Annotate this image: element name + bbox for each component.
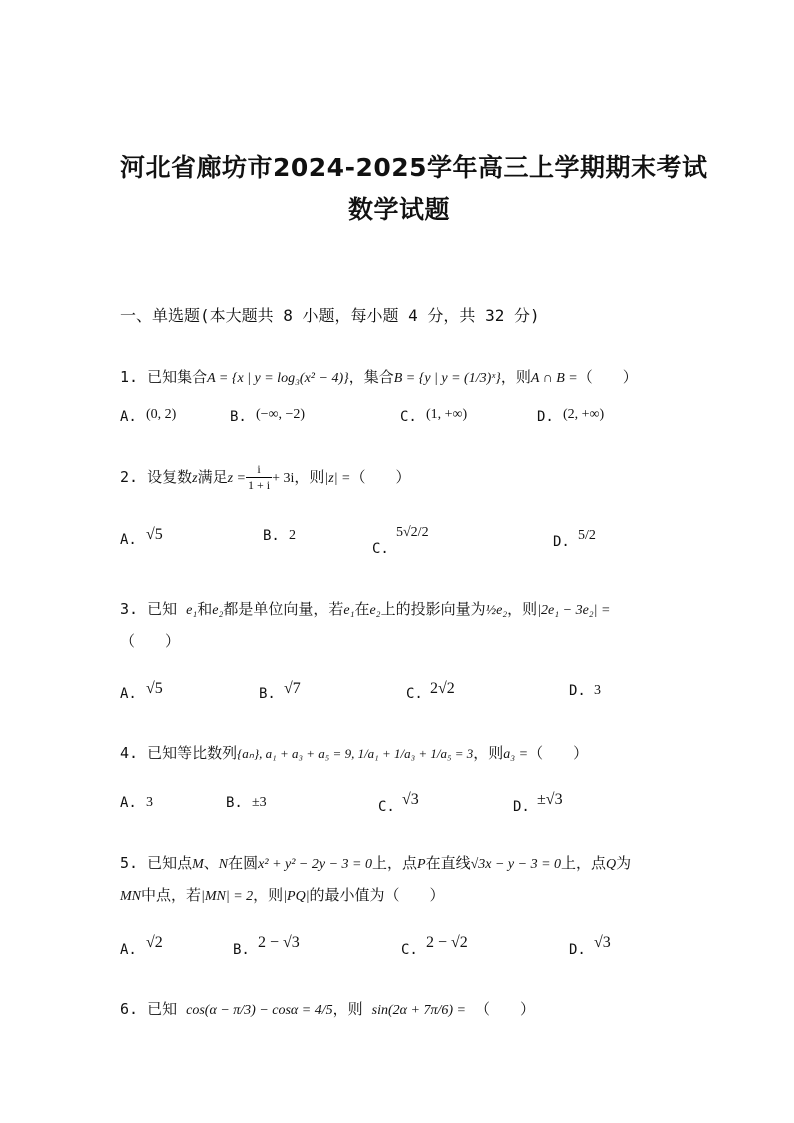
math-variable: MN (120, 889, 141, 904)
question-number: 4. (120, 744, 139, 762)
option-label: B. (233, 942, 250, 958)
option-value: ±3 (252, 795, 267, 810)
math-expression: z = (227, 471, 246, 486)
option-label: C. (378, 799, 395, 815)
question-text: 中点，若 (141, 886, 202, 904)
option-value: (−∞, −2) (256, 407, 306, 422)
math-expression: x² + y² − 2y − 3 = 0 (258, 857, 372, 872)
math-expression: B = {y | y = (1/3)ˣ} (393, 371, 501, 386)
option-value: 2 (289, 528, 296, 543)
question-3 (120, 598, 610, 619)
option-value: 3 (594, 683, 601, 698)
math-expression: A ∩ B = (530, 371, 578, 386)
option-label: C. (406, 686, 423, 702)
option-label: D. (513, 799, 530, 815)
question-6 (120, 998, 535, 1019)
math-expression: a₃ = (503, 747, 529, 762)
question-text: ，则 (332, 1000, 363, 1018)
option-value: 2 − √2 (426, 934, 468, 951)
question-text: ，则 (500, 368, 531, 386)
question-text: 已知 (147, 600, 178, 618)
math-expression: {aₙ}, a₁ + a₃ + a₅ = 9, 1/a₁ + 1/a₃ + 1/a₅ = 3 (237, 746, 474, 761)
option-label: B. (230, 409, 247, 425)
option-label: A. (120, 686, 137, 702)
question-text: 在直线 (425, 854, 471, 872)
question-text: 都是单位向量，若 (223, 600, 344, 618)
math-variable: z (192, 471, 198, 486)
option-label: B. (263, 528, 280, 544)
math-expression: |z| = (324, 471, 351, 486)
question-2 (120, 462, 411, 493)
question-text: 设复数 (147, 468, 193, 486)
math-expression: |2e₁ − 3e₂| = (537, 603, 611, 618)
option-value: 2√2 (430, 680, 455, 697)
page-title: 河北省廊坊市2024-2025学年高三上学期期末考试 (120, 153, 708, 182)
page-subtitle: 数学试题 (348, 195, 451, 224)
question-text: 上的投影向量为 (380, 600, 486, 618)
question-text: ，则 (253, 886, 284, 904)
question-text: 的最小值为（ ） (309, 886, 445, 904)
question-text: 上，点 (561, 854, 607, 872)
option-value: √7 (284, 680, 301, 697)
question-text: 已知集合 (147, 368, 208, 386)
question-number: 5. (120, 854, 139, 872)
option-value: 5/2 (578, 528, 596, 543)
answer-paren: （ ） (120, 632, 181, 650)
question-number: 2. (120, 468, 139, 486)
math-expression: |MN| = 2 (201, 889, 254, 904)
question-number: 6. (120, 1000, 139, 1018)
option-label: D. (537, 409, 554, 425)
option-label: D. (569, 942, 586, 958)
math-expression: sin(2α + 7π/6) = (371, 1003, 466, 1018)
vector: e₂ (212, 603, 224, 618)
option-value: 5√2/2 (396, 525, 429, 540)
option-value: 3 (146, 795, 153, 810)
question-5-line-2 (120, 884, 445, 905)
question-1 (120, 366, 638, 387)
math-expression: √3x − y − 3 = 0 (470, 857, 562, 872)
option-label: C. (400, 409, 417, 425)
fraction: $\frac{i}{1 + i}$ (247, 462, 271, 492)
question-text: 已知等比数列 (147, 744, 238, 762)
question-text: ，则 (473, 744, 504, 762)
answer-paren: （ ） (350, 468, 411, 486)
math-expression: cos(α − π/3) − cosα = 4/5 (186, 1003, 333, 1018)
answer-paren: （ ） (528, 744, 589, 762)
question-text: 、 (203, 854, 219, 872)
answer-paren: （ ） (577, 368, 638, 386)
option-value: √5 (146, 680, 163, 697)
math-variable: M (192, 857, 204, 872)
question-4 (120, 742, 588, 763)
option-value: (0, 2) (146, 407, 177, 422)
question-text: 在圆 (228, 854, 259, 872)
vector: e₁ (343, 603, 355, 618)
option-value: (1, +∞) (426, 407, 468, 422)
option-label: A. (120, 532, 137, 548)
question-text: 已知点 (147, 854, 193, 872)
option-label: A. (120, 409, 137, 425)
math-expression: + 3i (272, 471, 295, 486)
option-label: B. (226, 795, 243, 811)
option-label: D. (553, 534, 570, 550)
math-variable: Q (606, 857, 617, 872)
option-value: √3 (402, 791, 419, 808)
math-variable: N (218, 857, 229, 872)
vector: e₁ (186, 603, 198, 618)
option-value: 2 − √3 (258, 934, 300, 951)
question-number: 1. (120, 368, 139, 386)
question-5-line-1 (120, 852, 631, 873)
vector: e₂ (369, 603, 381, 618)
option-label: A. (120, 942, 137, 958)
question-text: 上，点 (371, 854, 417, 872)
math-expression: ½e₂ (485, 603, 508, 618)
question-number: 3. (120, 600, 139, 618)
section-heading: 一、单选题(本大题共 8 小题，每小题 4 分，共 32 分) (120, 306, 540, 325)
answer-paren: （ ） (475, 1000, 536, 1018)
option-label: C. (401, 942, 418, 958)
math-expression: A = {x | y = log₃(x² − 4)} (207, 371, 349, 386)
question-text: ，则 (294, 468, 325, 486)
option-value: (2, +∞) (563, 407, 605, 422)
option-label: C. (372, 541, 389, 557)
math-variable: P (417, 857, 426, 872)
question-text: 满足 (197, 468, 228, 486)
question-text: 为 (616, 854, 632, 872)
option-label: A. (120, 795, 137, 811)
question-text: 已知 (147, 1000, 178, 1018)
question-text: 和 (197, 600, 213, 618)
option-value: √2 (146, 934, 163, 951)
question-text: ，则 (507, 600, 538, 618)
option-value: √3 (594, 934, 611, 951)
option-value: √5 (146, 526, 163, 543)
option-label: B. (259, 686, 276, 702)
question-text: 在 (354, 600, 370, 618)
math-expression: |PQ| (283, 889, 310, 904)
question-text: ，集合 (348, 368, 394, 386)
option-label: D. (569, 683, 586, 699)
option-value: ±√3 (537, 791, 563, 808)
